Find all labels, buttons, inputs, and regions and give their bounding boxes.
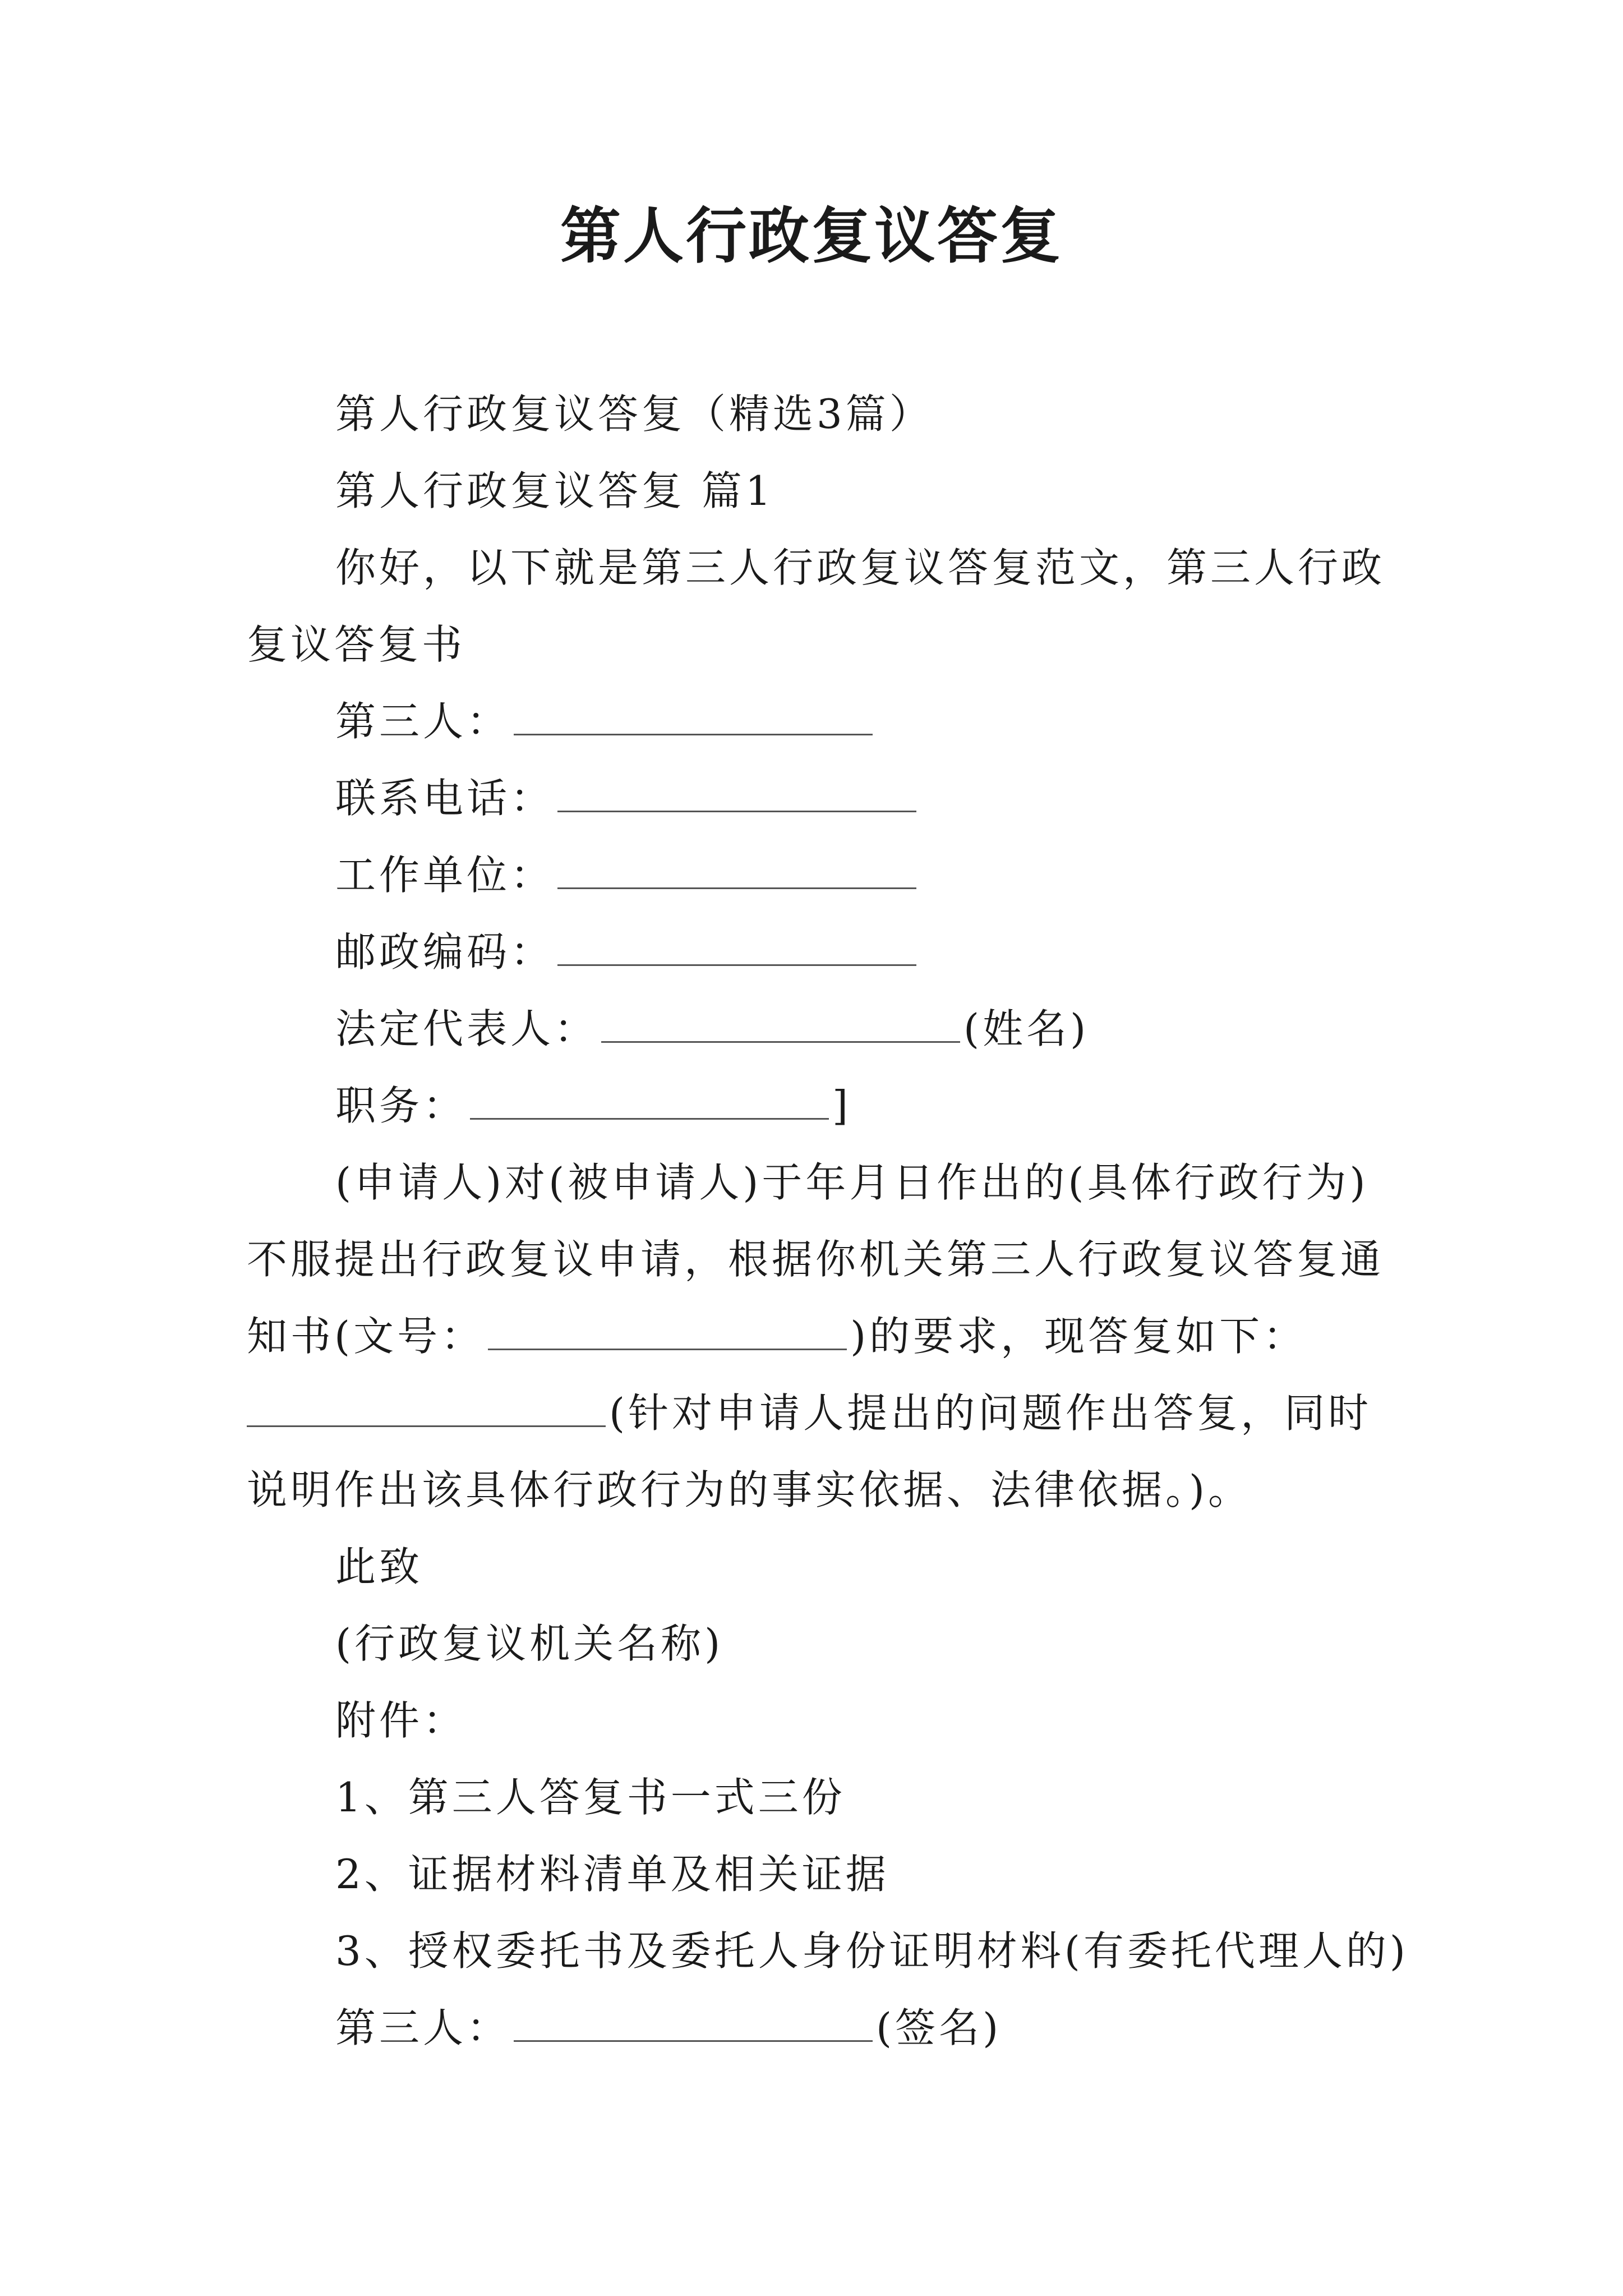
- body-line-4-suffix: (针对申请人提出的问题作出答复，同时: [609, 1389, 1372, 1437]
- body-line-4: [247, 1385, 1372, 1441]
- legal-rep-label: 法定代表人：: [335, 1005, 598, 1052]
- phone-blank: [557, 776, 916, 812]
- body-line-3: [247, 1308, 1307, 1364]
- attachments-label: 附件：: [335, 1697, 467, 1744]
- signature-label: 第三人：: [335, 2004, 511, 2051]
- body-line-2: 不服提出行政复议申请，根据你机关第三人行政复议答复通: [247, 1236, 1385, 1283]
- reply-content-blank: [247, 1391, 606, 1427]
- legal-rep-suffix: (姓名): [963, 1005, 1090, 1052]
- workplace-field: [335, 847, 920, 903]
- workplace-label: 工作单位：: [335, 852, 555, 899]
- postcode-field: [335, 924, 920, 980]
- closing-salutation: 此致: [335, 1543, 423, 1590]
- closing-agency: (行政复议机关名称): [335, 1620, 724, 1667]
- body-line-1: (申请人)对(被申请人)于年月日作出的(具体行政行为): [335, 1159, 1369, 1206]
- position-label: 职务：: [335, 1082, 467, 1129]
- position-blank: [470, 1083, 829, 1120]
- position-suffix: ]: [832, 1082, 852, 1129]
- body-line-5: 说明作出该具体行政行为的事实依据、法律依据。)。: [247, 1466, 1252, 1513]
- body-line-3-prefix: 知书(文号：: [247, 1313, 485, 1360]
- postcode-blank: [557, 930, 916, 966]
- intro-line-2: 复议答复书: [247, 621, 466, 668]
- attachment-item-1: 1、第三人答复书一式三份: [335, 1774, 846, 1821]
- document-title: 第人行政复议答复: [560, 201, 1063, 272]
- body-line-3-suffix: )的要求，现答复如下：: [850, 1313, 1307, 1360]
- legal-rep-field: [335, 1001, 1089, 1057]
- phone-field: [335, 770, 920, 826]
- phone-label: 联系电话：: [335, 775, 555, 822]
- section-heading: 第人行政复议答复 篇1: [335, 467, 774, 514]
- attachment-item-3: 3、授权委托书及委托人身份证明材料(有委托代理人的): [335, 1927, 1409, 1975]
- intro-line-1: 你好，以下就是第三人行政复议答复范文，第三人行政: [335, 544, 1386, 591]
- document-subtitle: 第人行政复议答复（精选3篇）: [335, 390, 933, 438]
- signature-suffix: (签名): [876, 2004, 1002, 2051]
- postcode-label: 邮政编码：: [335, 928, 555, 976]
- third-party-label: 第三人：: [335, 698, 511, 745]
- position-field: [335, 1078, 851, 1134]
- third-party-blank: [514, 699, 873, 735]
- legal-rep-blank: [601, 1006, 960, 1043]
- third-party-field: [335, 693, 876, 749]
- workplace-blank: [557, 853, 916, 889]
- signature-blank: [514, 2005, 873, 2042]
- attachment-item-2: 2、证据材料清单及相关证据: [335, 1851, 889, 1898]
- signature-field: [335, 2000, 1002, 2056]
- document-number-blank: [488, 1314, 847, 1350]
